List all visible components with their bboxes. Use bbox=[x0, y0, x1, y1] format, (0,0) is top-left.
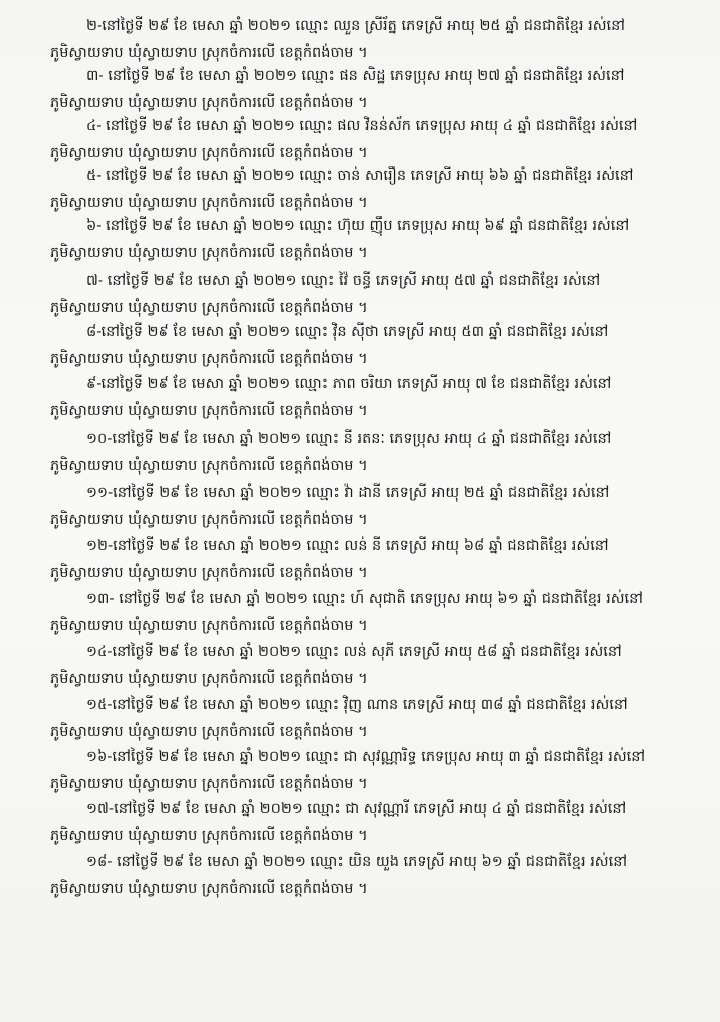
record-line-2: ភូមិស្វាយទាប ឃុំស្វាយទាប ស្រុកចំការលើ ខេត្តកំពង់ចាម ។ bbox=[50, 245, 368, 261]
record-line-2: ភូមិស្វាយទាប ឃុំស្វាយទាប ស្រុកចំការលើ ខេត្តកំពង់ចាម ។ bbox=[50, 300, 368, 316]
record-line-2: ភូមិស្វាយទាប ឃុំស្វាយទាប ស្រុកចំការលើ ខេត្តកំពង់ចាម ។ bbox=[50, 95, 368, 111]
record-item bbox=[0, 689, 720, 739]
record-line-1: ១៨- នៅថ្ងៃទី ២៩ ខែ មេសា ឆ្នាំ ២០២១ ឈ្មោះ យិន យួង ភេទស្រី អាយុ ៦១ ឆ្នាំ ជនជាតិខ្មែរ រស់នៅ bbox=[86, 854, 628, 870]
record-item bbox=[0, 846, 720, 896]
record-item bbox=[0, 793, 720, 843]
record-item bbox=[0, 530, 720, 580]
record-line-2: ភូមិស្វាយទាប ឃុំស្វាយទាប ស្រុកចំការលើ ខេត្តកំពង់ចាម ។ bbox=[50, 195, 368, 211]
record-line-1: ៥- នៅថ្ងៃទី ២៩ ខែ មេសា ឆ្នាំ ២០២១ ឈ្មោះ ចាន់ សារឿន ភេទស្រី អាយុ ៦៦ ឆ្នាំ ជនជាតិខ្មែរ រស់នៅ bbox=[86, 168, 634, 184]
record-item bbox=[0, 741, 720, 791]
record-line-2: ភូមិស្វាយទាប ឃុំស្វាយទាប ស្រុកចំការលើ ខេត្តកំពង់ចាម ។ bbox=[50, 565, 368, 581]
record-line-1: ១៦-នៅថ្ងៃទី ២៩ ខែ មេសា ឆ្នាំ ២០២១ ឈ្មោះ ជា សុវណ្ណារិទ្ធ ភេទប្រុស អាយុ ៣ ឆ្នាំ ជនជាតិខ្មែរ រស់នៅ bbox=[86, 749, 646, 765]
record-line-1: ១៧-នៅថ្ងៃទី ២៩ ខែ មេសា ឆ្នាំ ២០២១ ឈ្មោះ ជា សុវណ្ណារី ភេទស្រី អាយុ ៤ ឆ្នាំ ជនជាតិខ្មែរ រស់នៅ bbox=[86, 801, 627, 817]
record-line-2: ភូមិស្វាយទាប ឃុំស្វាយទាប ស្រុកចំការលើ ខេត្តកំពង់ចាម ។ bbox=[50, 776, 368, 792]
record-line-2: ភូមិស្វាយទាប ឃុំស្វាយទាប ស្រុកចំការលើ ខេត្តកំពង់ចាម ។ bbox=[50, 724, 368, 740]
record-item bbox=[0, 636, 720, 686]
record-item bbox=[0, 423, 720, 473]
record-line-2: ភូមិស្វាយទាប ឃុំស្វាយទាប ស្រុកចំការលើ ខេត្តកំពង់ចាម ។ bbox=[50, 618, 368, 634]
record-line-2: ភូមិស្វាយទាប ឃុំស្វាយទាប ស្រុកចំការលើ ខេត្តកំពង់ចាម ។ bbox=[50, 145, 368, 161]
record-line-1: ៨-នៅថ្ងៃទី ២៩ ខែ មេសា ឆ្នាំ ២០២១ ឈ្មោះ វ៉ិន ស៊ីថា ភេទស្រី អាយុ ៥៣ ឆ្នាំ ជនជាតិខ្មែរ រស់នៅ bbox=[86, 324, 609, 340]
record-line-1: ១២-នៅថ្ងៃទី ២៩ ខែ មេសា ឆ្នាំ ២០២១ ឈ្មោះ លន់ នី ភេទស្រី អាយុ ៦៨ ឆ្នាំ ជនជាតិខ្មែរ រស់នៅ bbox=[86, 538, 609, 554]
record-line-2: ភូមិស្វាយទាប ឃុំស្វាយទាប ស្រុកចំការលើ ខេត្តកំពង់ចាម ។ bbox=[50, 458, 368, 474]
record-line-2: ភូមិស្វាយទាប ឃុំស្វាយទាប ស្រុកចំការលើ ខេត្តកំពង់ចាម ។ bbox=[50, 881, 368, 897]
record-item bbox=[0, 368, 720, 418]
record-line-1: ៩-នៅថ្ងៃទី ២៩ ខែ មេសា ឆ្នាំ ២០២១ ឈ្មោះ ភាព ចរិយា ភេទស្រី អាយុ ៧ ខែ ជនជាតិខ្មែរ រស់នៅ bbox=[86, 376, 612, 392]
record-line-1: ៧- នៅថ្ងៃទី ២៩ ខែ មេសា ឆ្នាំ ២០២១ ឈ្មោះ វ៉ៃ ចន្ធី ភេទស្រី អាយុ ៥៧ ឆ្នាំ ជនជាតិខ្មែរ រស់នៅ bbox=[86, 273, 601, 289]
record-item bbox=[0, 316, 720, 366]
record-line-1: ១១-នៅថ្ងៃទី ២៩ ខែ មេសា ឆ្នាំ ២០២១ ឈ្មោះ វ៉ា ដានី ភេទស្រី អាយុ ២៥ ឆ្នាំ ជនជាតិខ្មែរ រស់នៅ bbox=[86, 485, 610, 501]
record-item bbox=[0, 110, 720, 160]
record-item bbox=[0, 210, 720, 260]
record-line-1: ៦- នៅថ្ងៃទី ២៩ ខែ មេសា ឆ្នាំ ២០២១ ឈ្មោះ ហ៊ុយ ញ៉ឹប ភេទប្រុស អាយុ ៦៩ ឆ្នាំ ជនជាតិខ្មែរ រស់នៅ bbox=[86, 218, 630, 234]
record-line-2: ភូមិស្វាយទាប ឃុំស្វាយទាប ស្រុកចំការលើ ខេត្តកំពង់ចាម ។ bbox=[50, 512, 368, 528]
record-line-1: ១៣- នៅថ្ងៃទី ២៩ ខែ មេសា ឆ្នាំ ២០២១ ឈ្មោះ ហ៍ សុជាតិ ភេទប្រុស អាយុ ៦១ ឆ្នាំ ជនជាតិខ្មែរ រស់នៅ bbox=[86, 591, 643, 607]
record-line-1: ៣- នៅថ្ងៃទី ២៩ ខែ មេសា ឆ្នាំ ២០២១ ឈ្មោះ ផន សិដ្ឋ ភេទប្រុស អាយុ ២៧ ឆ្នាំ ជនជាតិខ្មែរ រស់នៅ bbox=[86, 68, 625, 84]
record-item bbox=[0, 60, 720, 110]
record-item bbox=[0, 265, 720, 315]
record-item bbox=[0, 477, 720, 527]
record-line-1: ១០-នៅថ្ងៃទី ២៩ ខែ មេសា ឆ្នាំ ២០២១ ឈ្មោះ នី រតនៈ ភេទប្រុស អាយុ ៤ ឆ្នាំ ជនជាតិខ្មែរ រស់នៅ bbox=[86, 431, 612, 447]
record-line-2: ភូមិស្វាយទាប ឃុំស្វាយទាប ស្រុកចំការលើ ខេត្តកំពង់ចាម ។ bbox=[50, 403, 368, 419]
record-line-1: ១៤-នៅថ្ងៃទី ២៩ ខែ មេសា ឆ្នាំ ២០២១ ឈ្មោះ លន់ សុភី ភេទស្រី អាយុ ៥៨ ឆ្នាំ ជនជាតិខ្មែរ រស់នៅ bbox=[86, 644, 622, 660]
record-line-2: ភូមិស្វាយទាប ឃុំស្វាយទាប ស្រុកចំការលើ ខេត្តកំពង់ចាម ។ bbox=[50, 45, 368, 61]
record-line-1: ២-នៅថ្ងៃទី ២៩ ខែ មេសា ឆ្នាំ ២០២១ ឈ្មោះ ឈួន ស្រីរ័ត្ន ភេទស្រី អាយុ ២៥ ឆ្នាំ ជនជាតិខ្មែរ រស់នៅ bbox=[86, 18, 625, 34]
record-line-2: ភូមិស្វាយទាប ឃុំស្វាយទាប ស្រុកចំការលើ ខេត្តកំពង់ចាម ។ bbox=[50, 671, 368, 687]
record-line-2: ភូមិស្វាយទាប ឃុំស្វាយទាប ស្រុកចំការលើ ខេត្តកំពង់ចាម ។ bbox=[50, 351, 368, 367]
record-item bbox=[0, 583, 720, 633]
record-item bbox=[0, 160, 720, 210]
record-line-1: ៤- នៅថ្ងៃទី ២៩ ខែ មេសា ឆ្នាំ ២០២១ ឈ្មោះ ផល វិនន់ស័ក ភេទប្រុស អាយុ ៤ ឆ្នាំ ជនជាតិខ្មែរ រស់នៅ bbox=[86, 118, 638, 134]
record-item bbox=[0, 10, 720, 60]
record-line-1: ១៥-នៅថ្ងៃទី ២៩ ខែ មេសា ឆ្នាំ ២០២១ ឈ្មោះ វ៉ិញ ណាន ភេទស្រី អាយុ ៣៨ ឆ្នាំ ជនជាតិខ្មែរ រស់នៅ bbox=[86, 697, 628, 713]
record-line-2: ភូមិស្វាយទាប ឃុំស្វាយទាប ស្រុកចំការលើ ខេត្តកំពង់ចាម ។ bbox=[50, 828, 368, 844]
